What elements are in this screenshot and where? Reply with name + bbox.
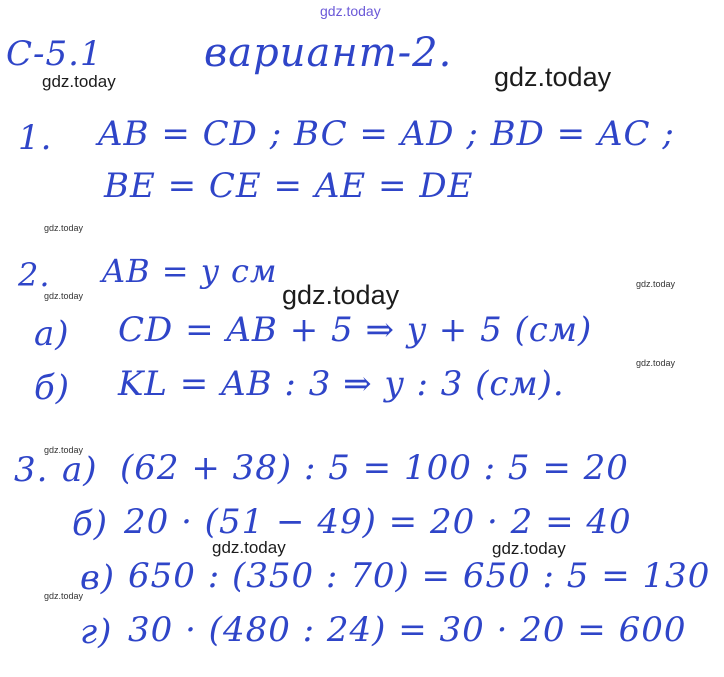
watermark: gdz.today (282, 280, 400, 310)
watermark: gdz.today (212, 538, 286, 557)
equation: CD = AB + 5 ⇒ y + 5 (см) (118, 310, 593, 350)
watermark: gdz.today (636, 358, 676, 368)
watermark: gdz.today (636, 279, 676, 289)
watermark: gdz.today (42, 72, 116, 91)
watermark: gdz.today (492, 539, 566, 558)
equation: KL = AB : 3 ⇒ y : 3 (см). (118, 364, 565, 404)
item-label: б) (72, 504, 109, 544)
watermark: gdz.today (44, 223, 84, 233)
watermark-top: gdz.today (320, 3, 381, 19)
equation: AB = CD ; BC = AD ; BD = AC ; (98, 114, 675, 154)
equation: 30 · (480 : 24) = 30 · 20 = 600 (128, 610, 687, 650)
item-label: г) (80, 612, 113, 652)
watermark: gdz.today (44, 445, 84, 455)
watermark: gdz.today (44, 591, 84, 601)
item-label: а) (62, 450, 98, 490)
section-label: С-5.1 (6, 34, 103, 74)
variant-title: вариант-2. (204, 30, 453, 76)
task-number: 3. (14, 450, 49, 490)
given: AB = y см (102, 252, 278, 290)
item-label: в) (80, 558, 116, 598)
equation: BE = CE = AE = DE (104, 166, 474, 206)
task-number: 1. (18, 118, 53, 158)
item-label: а) (34, 314, 70, 354)
task-number: 2. (18, 256, 51, 294)
item-label: б) (34, 368, 71, 408)
equation: 20 · (51 − 49) = 20 · 2 = 40 (124, 502, 632, 542)
equation: (62 + 38) : 5 = 100 : 5 = 20 (120, 448, 629, 488)
equation: 650 : (350 : 70) = 650 : 5 = 130 (128, 556, 711, 596)
watermark: gdz.today (494, 62, 612, 92)
watermark: gdz.today (44, 291, 84, 301)
